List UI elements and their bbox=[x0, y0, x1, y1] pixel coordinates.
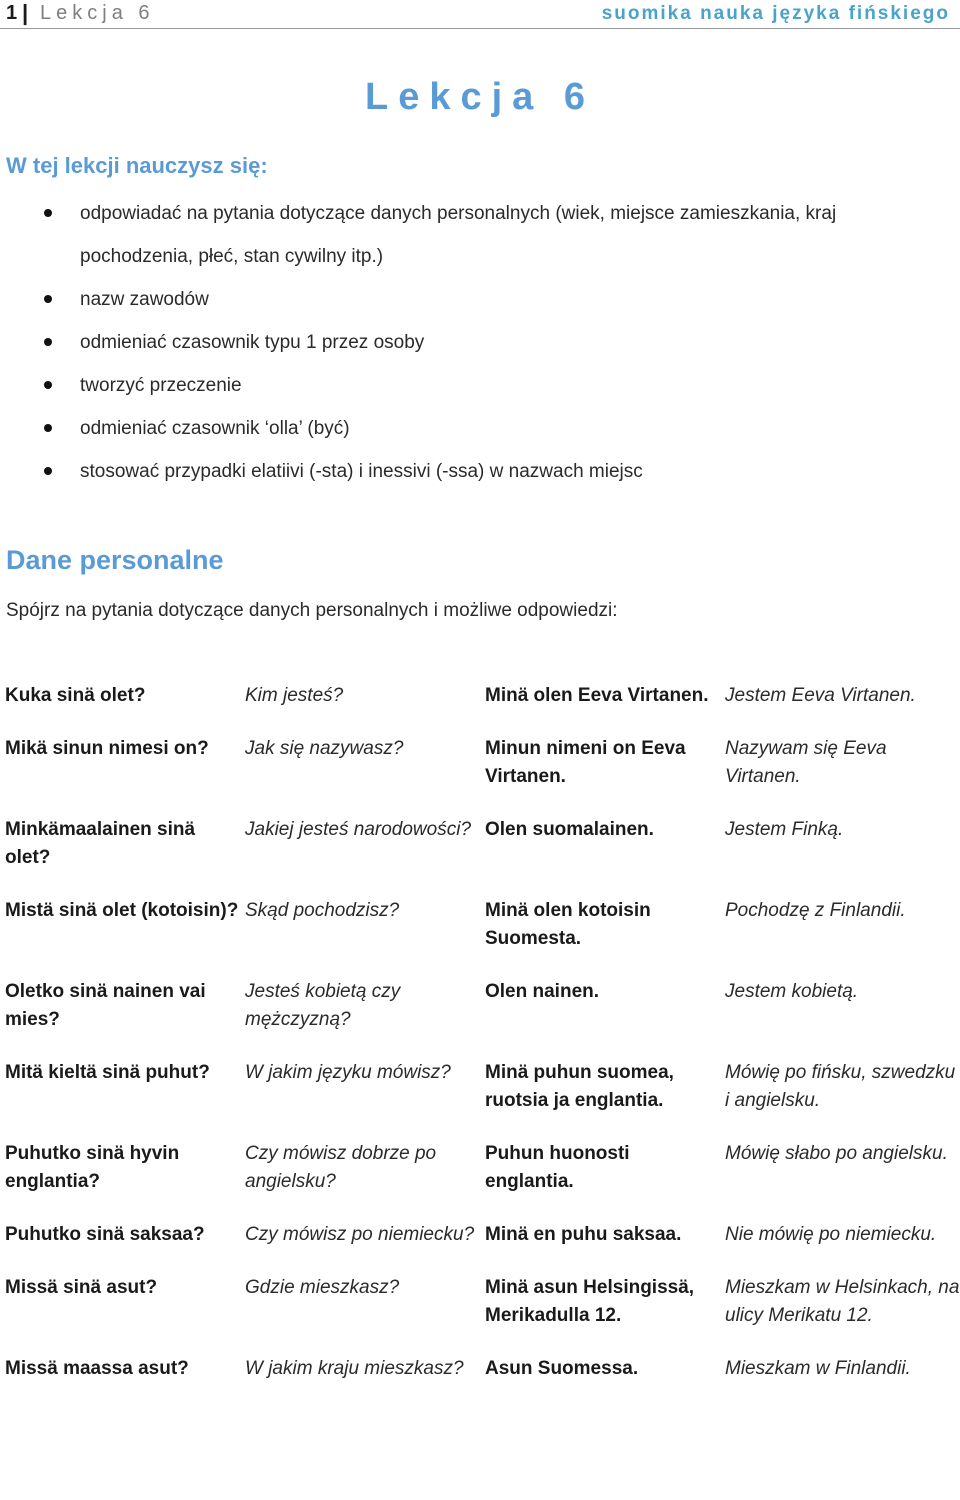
qa-row bbox=[0, 978, 960, 1034]
header-separator: | bbox=[22, 0, 29, 25]
objectives-list bbox=[0, 192, 940, 493]
question-polish: Kim jesteś? bbox=[245, 685, 344, 706]
bullet-icon bbox=[44, 424, 52, 432]
objective-item bbox=[0, 364, 940, 407]
qa-row bbox=[0, 1274, 960, 1330]
bullet-icon bbox=[44, 295, 52, 303]
answer-finnish: Olen nainen. bbox=[485, 981, 600, 1002]
qa-row bbox=[0, 682, 960, 710]
answer-finnish: Minä olen Eeva Virtanen. bbox=[485, 685, 709, 706]
answer-polish: Mówię po fińsku, szwedzku i angielsku. bbox=[725, 1062, 956, 1111]
objective-text: odpowiadać na pytania dotyczące danych personalnych (wiek, miejsce zamieszkania, kraj pochodzenia, płeć, stan cywilny itp.) bbox=[80, 203, 837, 267]
bullet-icon bbox=[44, 381, 52, 389]
answer-polish: Jestem Finką. bbox=[725, 819, 844, 840]
question-polish: W jakim języku mówisz? bbox=[245, 1062, 451, 1083]
question-finnish: Missä sinä asut? bbox=[5, 1277, 158, 1298]
question-polish: Jakiej jesteś narodowości? bbox=[245, 819, 472, 840]
bullet-icon bbox=[44, 209, 52, 217]
qa-row bbox=[0, 816, 960, 872]
answer-polish: Nazywam się Eeva Virtanen. bbox=[725, 738, 887, 787]
question-finnish: Puhutko sinä saksaa? bbox=[5, 1224, 205, 1245]
objective-item bbox=[0, 192, 940, 278]
objective-text: odmieniać czasownik ‘olla’ (być) bbox=[80, 418, 350, 439]
question-polish: Jesteś kobietą czy mężczyzną? bbox=[245, 981, 401, 1030]
question-polish: Czy mówisz dobrze po angielsku? bbox=[245, 1143, 437, 1192]
objective-text: nazw zawodów bbox=[80, 289, 209, 310]
answer-polish: Mieszkam w Finlandii. bbox=[725, 1358, 911, 1379]
answer-finnish: Minun nimeni on Eeva Virtanen. bbox=[485, 738, 686, 787]
answer-finnish: Asun Suomessa. bbox=[485, 1358, 639, 1379]
objective-item bbox=[0, 321, 940, 364]
question-finnish: Minkämaalainen sinä olet? bbox=[5, 819, 196, 868]
section-heading: Dane personalne bbox=[6, 545, 224, 575]
question-finnish: Mistä sinä olet (kotoisin)? bbox=[5, 900, 239, 921]
question-finnish: Kuka sinä olet? bbox=[5, 685, 146, 706]
answer-finnish: Minä en puhu saksaa. bbox=[485, 1224, 682, 1245]
qa-table bbox=[0, 682, 960, 1408]
objective-item bbox=[0, 407, 940, 450]
objective-text: tworzyć przeczenie bbox=[80, 375, 242, 396]
qa-row bbox=[0, 1140, 960, 1196]
page-header bbox=[0, 0, 960, 29]
answer-polish: Pochodzę z Finlandii. bbox=[725, 900, 906, 921]
page-number: 1 bbox=[6, 2, 18, 24]
question-finnish: Missä maassa asut? bbox=[5, 1358, 189, 1379]
answer-finnish: Olen suomalainen. bbox=[485, 819, 654, 840]
qa-row bbox=[0, 897, 960, 953]
qa-row bbox=[0, 1355, 960, 1383]
qa-row bbox=[0, 1221, 960, 1249]
objective-text: stosować przypadki elatiivi (-sta) i inessivi (-ssa) w nazwach miejsc bbox=[80, 461, 643, 482]
qa-row bbox=[0, 1059, 960, 1115]
question-polish: W jakim kraju mieszkasz? bbox=[245, 1358, 464, 1379]
answer-finnish: Minä olen kotoisin Suomesta. bbox=[485, 900, 651, 949]
objective-text: odmieniać czasownik typu 1 przez osoby bbox=[80, 332, 425, 353]
answer-finnish: Puhun huonosti englantia. bbox=[485, 1143, 630, 1192]
question-polish: Czy mówisz po niemiecku? bbox=[245, 1224, 475, 1245]
objective-item bbox=[0, 278, 940, 321]
answer-polish: Mówię słabo po angielsku. bbox=[725, 1143, 948, 1164]
objective-item bbox=[0, 450, 940, 493]
answer-polish: Jestem Eeva Virtanen. bbox=[725, 685, 916, 706]
question-polish: Skąd pochodzisz? bbox=[245, 900, 400, 921]
header-lesson-label: Lekcja 6 bbox=[40, 2, 155, 24]
header-brand: suomika nauka języka fińskiego bbox=[601, 3, 950, 24]
question-polish: Jak się nazywasz? bbox=[245, 738, 404, 759]
qa-row bbox=[0, 735, 960, 791]
answer-polish: Jestem kobietą. bbox=[725, 981, 859, 1002]
bullet-icon bbox=[44, 338, 52, 346]
answer-polish: Mieszkam w Helsinkach, na ulicy Merikatu 12. bbox=[725, 1277, 960, 1326]
question-finnish: Mitä kieltä sinä puhut? bbox=[5, 1062, 210, 1083]
answer-finnish: Minä asun Helsingissä, Merikadulla 12. bbox=[485, 1277, 695, 1326]
learn-heading: W tej lekcji nauczysz się: bbox=[6, 153, 268, 178]
answer-polish: Nie mówię po niemiecku. bbox=[725, 1224, 937, 1245]
question-finnish: Puhutko sinä hyvin englantia? bbox=[5, 1143, 180, 1192]
answer-finnish: Minä puhun suomea, ruotsia ja englantia. bbox=[485, 1062, 674, 1111]
question-polish: Gdzie mieszkasz? bbox=[245, 1277, 400, 1298]
page-title: Lekcja 6 bbox=[365, 76, 595, 118]
bullet-icon bbox=[44, 467, 52, 475]
question-finnish: Mikä sinun nimesi on? bbox=[5, 738, 209, 759]
question-finnish: Oletko sinä nainen vai mies? bbox=[5, 981, 206, 1030]
section-intro: Spójrz na pytania dotyczące danych personalnych i możliwe odpowiedzi: bbox=[6, 600, 618, 621]
